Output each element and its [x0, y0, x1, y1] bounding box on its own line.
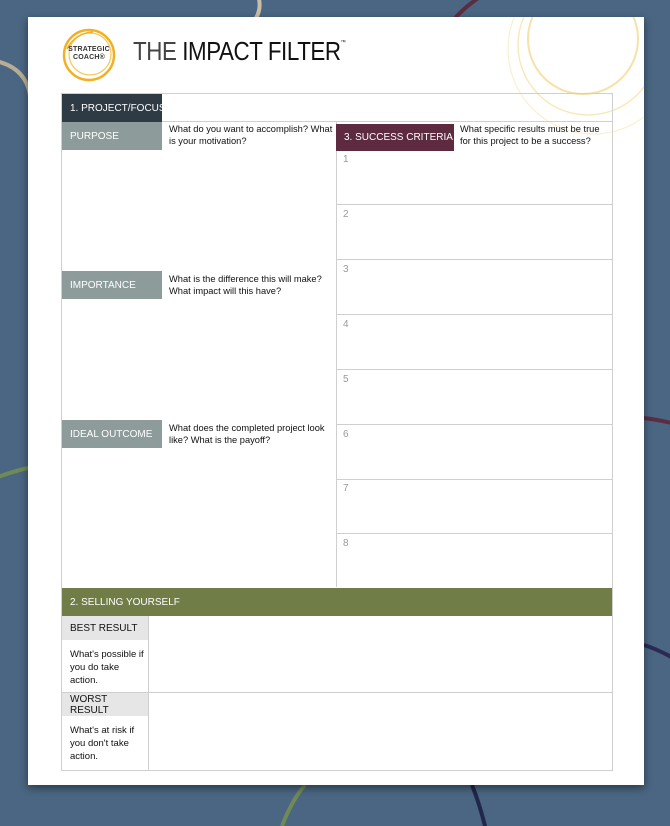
- best-result-field[interactable]: [149, 616, 612, 692]
- project-focus-field[interactable]: [162, 94, 612, 121]
- selling-yourself-header: 2. SELLING YOURSELF: [62, 588, 612, 616]
- criteria-field-7[interactable]: [337, 480, 612, 533]
- importance-field[interactable]: [62, 300, 336, 418]
- criteria-number-2: 2: [343, 209, 349, 220]
- ideal-outcome-question: What does the completed project look like? What is the payoff?: [169, 423, 325, 445]
- criteria-field-3[interactable]: [337, 260, 612, 314]
- title-light: THE: [133, 36, 177, 66]
- impact-filter-sheet: [28, 17, 644, 785]
- impact-filter-form: [61, 93, 613, 771]
- importance-label: IMPORTANCE: [62, 271, 162, 299]
- worst-result-label: WORST RESULT: [62, 693, 148, 716]
- criteria-field-2[interactable]: [337, 205, 612, 259]
- criteria-number-6: 6: [343, 429, 349, 440]
- criteria-field-5[interactable]: [337, 370, 612, 424]
- logo-line-1: STRATEGIC: [68, 46, 110, 53]
- purpose-field[interactable]: [62, 151, 336, 269]
- criteria-number-8: 8: [343, 538, 349, 549]
- criteria-field-6[interactable]: [337, 425, 612, 479]
- ideal-outcome-field[interactable]: [62, 449, 336, 587]
- criteria-field-1[interactable]: [337, 152, 612, 204]
- criteria-number-4: 4: [343, 319, 349, 330]
- ideal-outcome-label: IDEAL OUTCOME: [62, 420, 162, 448]
- best-result-label: BEST RESULT: [62, 616, 148, 640]
- criteria-field-8[interactable]: [337, 534, 612, 587]
- criteria-number-5: 5: [343, 374, 349, 385]
- success-criteria-question: What specific results must be true for this project to be a success?: [460, 124, 600, 146]
- success-criteria-header: 3. SUCCESS CRITERIA: [336, 124, 454, 151]
- title-main: IMPACT FILTER: [182, 36, 341, 66]
- purpose-label: PURPOSE: [62, 122, 162, 150]
- section-project-focus-header: 1. PROJECT/FOCUS: [62, 94, 162, 122]
- worst-result-field[interactable]: [149, 693, 612, 769]
- logo-line-2: COACH®: [72, 54, 106, 61]
- logo-text: [61, 46, 117, 62]
- importance-question: What is the difference this will make? What impact will this have?: [169, 274, 322, 296]
- purpose-question: What do you want to accomplish? What is your motivation?: [169, 124, 333, 146]
- criteria-number-1: 1: [343, 154, 349, 165]
- worst-result-text: What's at risk if you don't take action.: [70, 725, 135, 762]
- trademark-mark: ™: [340, 40, 346, 46]
- criteria-number-7: 7: [343, 483, 349, 494]
- best-result-text: What's possible if you do take action.: [70, 649, 144, 686]
- criteria-number-3: 3: [343, 264, 349, 275]
- criteria-field-4[interactable]: [337, 315, 612, 369]
- page-title: [133, 36, 345, 67]
